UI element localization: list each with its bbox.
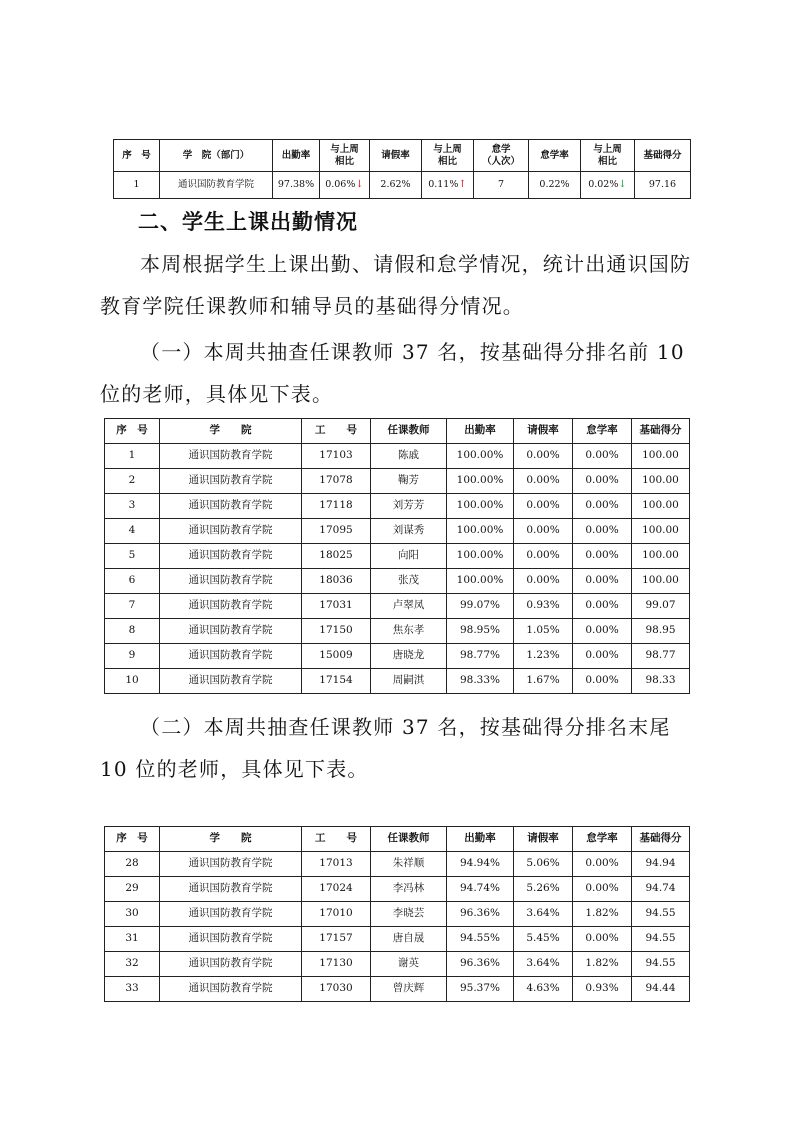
top10-teacher-table	[104, 418, 690, 694]
cell-attendance: 99.07%	[447, 594, 514, 619]
cell-staff-id: 17118	[302, 494, 371, 519]
cell-staff-id: 17157	[302, 927, 371, 952]
cell-teacher: 张茂	[371, 569, 447, 594]
cell-truancy: 1.82%	[573, 952, 632, 977]
cell-leave: 5.26%	[514, 877, 573, 902]
cell-score: 100.00	[632, 469, 690, 494]
header-truancy-change: 与上周 相比	[581, 140, 635, 172]
cell-truancy: 0.00%	[573, 877, 632, 902]
top10-rows	[105, 444, 690, 694]
cell-truancy: 0.00%	[573, 444, 632, 469]
cell-index: 9	[105, 644, 160, 669]
cell-leave: 0.00%	[514, 469, 573, 494]
summary-index: 1	[114, 172, 160, 199]
cell-index: 7	[105, 594, 160, 619]
summary-score: 97.16	[635, 172, 691, 199]
header-attendance: 出勤率	[273, 140, 320, 172]
bottom10-caption: （二）本周共抽查任课教师 37 名，按基础得分排名末尾 10 位的老师，具体见下表。	[100, 715, 671, 781]
header-index: 序 号	[105, 419, 160, 444]
cell-attendance: 100.00%	[447, 569, 514, 594]
table-row	[105, 644, 690, 669]
cell-staff-id: 17031	[302, 594, 371, 619]
top10-caption: （一）本周共抽查任课教师 37 名，按基础得分排名前 10 位的老师，具体见下表。	[100, 340, 685, 406]
summary-truancy-rate: 0.22%	[529, 172, 581, 199]
header-score: 基础得分	[632, 827, 690, 852]
cell-score: 100.00	[632, 544, 690, 569]
cell-truancy: 0.00%	[573, 644, 632, 669]
cell-teacher: 焦东孝	[371, 619, 447, 644]
cell-score: 94.94	[632, 852, 690, 877]
cell-teacher: 陈戚	[371, 444, 447, 469]
cell-leave: 0.93%	[514, 594, 573, 619]
header-attendance-change: 与上周 相比	[320, 140, 370, 172]
cell-staff-id: 15009	[302, 644, 371, 669]
header-college: 学 院（部门）	[160, 140, 273, 172]
cell-staff-id: 17095	[302, 519, 371, 544]
cell-leave: 0.00%	[514, 519, 573, 544]
cell-truancy: 0.00%	[573, 594, 632, 619]
header-leave: 请假率	[514, 419, 573, 444]
header-staff-id: 工 号	[302, 419, 371, 444]
summary-attendance-change-cell	[320, 172, 370, 199]
header-leave: 请假率	[514, 827, 573, 852]
header-truancy-count: 怠学 （人次）	[474, 140, 529, 172]
header-staff-id: 工 号	[302, 827, 371, 852]
cell-truancy: 0.00%	[573, 927, 632, 952]
cell-college: 通识国防教育学院	[160, 877, 302, 902]
cell-college: 通识国防教育学院	[160, 927, 302, 952]
bottom10-header-row	[105, 827, 690, 852]
arrow-up-icon: ↑	[458, 178, 467, 190]
cell-leave: 0.00%	[514, 544, 573, 569]
cell-teacher: 鞠芳	[371, 469, 447, 494]
cell-staff-id: 17024	[302, 877, 371, 902]
cell-teacher: 朱祥顺	[371, 852, 447, 877]
cell-index: 8	[105, 619, 160, 644]
table-row	[105, 494, 690, 519]
cell-attendance: 94.94%	[447, 852, 514, 877]
cell-attendance: 96.36%	[447, 952, 514, 977]
top10-header-row	[105, 419, 690, 444]
cell-staff-id: 17150	[302, 619, 371, 644]
cell-teacher: 向阳	[371, 544, 447, 569]
cell-staff-id: 17154	[302, 669, 371, 694]
cell-staff-id: 18036	[302, 569, 371, 594]
cell-index: 31	[105, 927, 160, 952]
cell-staff-id: 17130	[302, 952, 371, 977]
summary-leave-change-cell	[422, 172, 474, 199]
cell-teacher: 谢英	[371, 952, 447, 977]
table-row	[105, 952, 690, 977]
cell-teacher: 李冯林	[371, 877, 447, 902]
cell-index: 5	[105, 544, 160, 569]
cell-score: 94.74	[632, 877, 690, 902]
cell-attendance: 96.36%	[447, 902, 514, 927]
header-leave: 请假率	[370, 140, 422, 172]
cell-index: 10	[105, 669, 160, 694]
summary-truancy-count: 7	[474, 172, 529, 199]
cell-index: 29	[105, 877, 160, 902]
summary-college: 通识国防教育学院	[160, 172, 273, 199]
cell-teacher: 刘谋秀	[371, 519, 447, 544]
cell-leave: 4.63%	[514, 977, 573, 1002]
cell-attendance: 98.33%	[447, 669, 514, 694]
cell-teacher: 刘芳芳	[371, 494, 447, 519]
cell-attendance: 98.77%	[447, 644, 514, 669]
cell-leave: 5.45%	[514, 927, 573, 952]
cell-score: 94.55	[632, 952, 690, 977]
cell-index: 2	[105, 469, 160, 494]
cell-staff-id: 17010	[302, 902, 371, 927]
header-teacher: 任课教师	[371, 419, 447, 444]
header-attendance: 出勤率	[447, 827, 514, 852]
cell-college: 通识国防教育学院	[160, 902, 302, 927]
cell-college: 通识国防教育学院	[160, 469, 302, 494]
cell-index: 1	[105, 444, 160, 469]
table-row	[105, 669, 690, 694]
cell-score: 94.44	[632, 977, 690, 1002]
cell-attendance: 94.55%	[447, 927, 514, 952]
cell-college: 通识国防教育学院	[160, 952, 302, 977]
cell-teacher: 曾庆辉	[371, 977, 447, 1002]
cell-index: 6	[105, 569, 160, 594]
cell-score: 99.07	[632, 594, 690, 619]
bottom10-teacher-table	[104, 826, 690, 1002]
cell-index: 32	[105, 952, 160, 977]
cell-attendance: 100.00%	[447, 519, 514, 544]
cell-staff-id: 17103	[302, 444, 371, 469]
cell-score: 98.95	[632, 619, 690, 644]
cell-leave: 3.64%	[514, 902, 573, 927]
cell-truancy: 0.00%	[573, 494, 632, 519]
cell-attendance: 100.00%	[447, 494, 514, 519]
bottom10-rows	[105, 852, 690, 1002]
table-row	[105, 519, 690, 544]
cell-college: 通识国防教育学院	[160, 669, 302, 694]
cell-teacher: 卢翠凤	[371, 594, 447, 619]
header-truancy: 怠学率	[573, 827, 632, 852]
cell-score: 100.00	[632, 494, 690, 519]
cell-index: 3	[105, 494, 160, 519]
cell-staff-id: 17030	[302, 977, 371, 1002]
cell-attendance: 95.37%	[447, 977, 514, 1002]
cell-score: 100.00	[632, 519, 690, 544]
cell-college: 通识国防教育学院	[160, 544, 302, 569]
table-row	[105, 469, 690, 494]
cell-college: 通识国防教育学院	[160, 619, 302, 644]
summary-data-row	[114, 172, 691, 199]
cell-leave: 1.23%	[514, 644, 573, 669]
header-college: 学 院	[160, 827, 302, 852]
arrow-down-green-icon: ↓	[618, 178, 627, 190]
summary-truancy-change-cell	[581, 172, 635, 199]
table-row	[105, 977, 690, 1002]
cell-score: 98.33	[632, 669, 690, 694]
cell-leave: 5.06%	[514, 852, 573, 877]
table-row	[105, 544, 690, 569]
header-truancy-rate: 怠学率	[529, 140, 581, 172]
cell-leave: 0.00%	[514, 444, 573, 469]
cell-leave: 0.00%	[514, 569, 573, 594]
intro-paragraph: 本周根据学生上课出勤、请假和怠学情况，统计出通识国防教育学院任课教师和辅导员的基础得分情况。	[100, 252, 692, 318]
cell-score: 94.55	[632, 927, 690, 952]
cell-score: 94.55	[632, 902, 690, 927]
cell-attendance: 100.00%	[447, 469, 514, 494]
cell-index: 28	[105, 852, 160, 877]
cell-teacher: 唐自晟	[371, 927, 447, 952]
header-truancy: 怠学率	[573, 419, 632, 444]
header-attendance: 出勤率	[447, 419, 514, 444]
summary-leave-change: 0.11%	[428, 178, 459, 190]
header-leave-change: 与上周 相比	[422, 140, 474, 172]
summary-truancy-change: 0.02%	[588, 178, 619, 190]
cell-college: 通识国防教育学院	[160, 594, 302, 619]
summary-leave: 2.62%	[370, 172, 422, 199]
cell-score: 100.00	[632, 444, 690, 469]
header-college: 学 院	[160, 419, 302, 444]
cell-staff-id: 18025	[302, 544, 371, 569]
cell-teacher: 李晓芸	[371, 902, 447, 927]
cell-staff-id: 17013	[302, 852, 371, 877]
header-teacher: 任课教师	[371, 827, 447, 852]
cell-college: 通识国防教育学院	[160, 977, 302, 1002]
cell-score: 98.77	[632, 644, 690, 669]
cell-college: 通识国防教育学院	[160, 494, 302, 519]
cell-index: 4	[105, 519, 160, 544]
cell-teacher: 唐晓龙	[371, 644, 447, 669]
cell-college: 通识国防教育学院	[160, 444, 302, 469]
cell-truancy: 0.00%	[573, 469, 632, 494]
cell-truancy: 0.00%	[573, 619, 632, 644]
cell-truancy: 0.93%	[573, 977, 632, 1002]
summary-header-row	[114, 140, 691, 172]
table-row	[105, 619, 690, 644]
table-row	[105, 594, 690, 619]
cell-leave: 1.67%	[514, 669, 573, 694]
cell-truancy: 1.82%	[573, 902, 632, 927]
table-row	[105, 569, 690, 594]
section-heading: 二、学生上课出勤情况	[138, 210, 358, 234]
cell-college: 通识国防教育学院	[160, 519, 302, 544]
cell-attendance: 100.00%	[447, 444, 514, 469]
cell-score: 100.00	[632, 569, 690, 594]
cell-attendance: 98.95%	[447, 619, 514, 644]
cell-truancy: 0.00%	[573, 669, 632, 694]
cell-staff-id: 17078	[302, 469, 371, 494]
summary-attendance: 97.38%	[273, 172, 320, 199]
cell-leave: 3.64%	[514, 952, 573, 977]
cell-teacher: 周嗣淇	[371, 669, 447, 694]
cell-college: 通识国防教育学院	[160, 644, 302, 669]
header-score: 基础得分	[632, 419, 690, 444]
table-row	[105, 902, 690, 927]
cell-truancy: 0.00%	[573, 544, 632, 569]
table-row	[105, 927, 690, 952]
cell-truancy: 0.00%	[573, 852, 632, 877]
header-index: 序 号	[105, 827, 160, 852]
cell-leave: 0.00%	[514, 494, 573, 519]
cell-index: 30	[105, 902, 160, 927]
table-row	[105, 852, 690, 877]
table-row	[105, 877, 690, 902]
cell-truancy: 0.00%	[573, 519, 632, 544]
cell-attendance: 100.00%	[447, 544, 514, 569]
summary-attendance-change: 0.06%	[325, 178, 356, 190]
header-score: 基础得分	[635, 140, 691, 172]
cell-college: 通识国防教育学院	[160, 852, 302, 877]
table-row	[105, 444, 690, 469]
cell-truancy: 0.00%	[573, 569, 632, 594]
header-index: 序 号	[114, 140, 160, 172]
cell-attendance: 94.74%	[447, 877, 514, 902]
arrow-down-icon: ↓	[355, 178, 364, 190]
cell-index: 33	[105, 977, 160, 1002]
college-summary-table	[113, 139, 691, 199]
cell-college: 通识国防教育学院	[160, 569, 302, 594]
cell-leave: 1.05%	[514, 619, 573, 644]
